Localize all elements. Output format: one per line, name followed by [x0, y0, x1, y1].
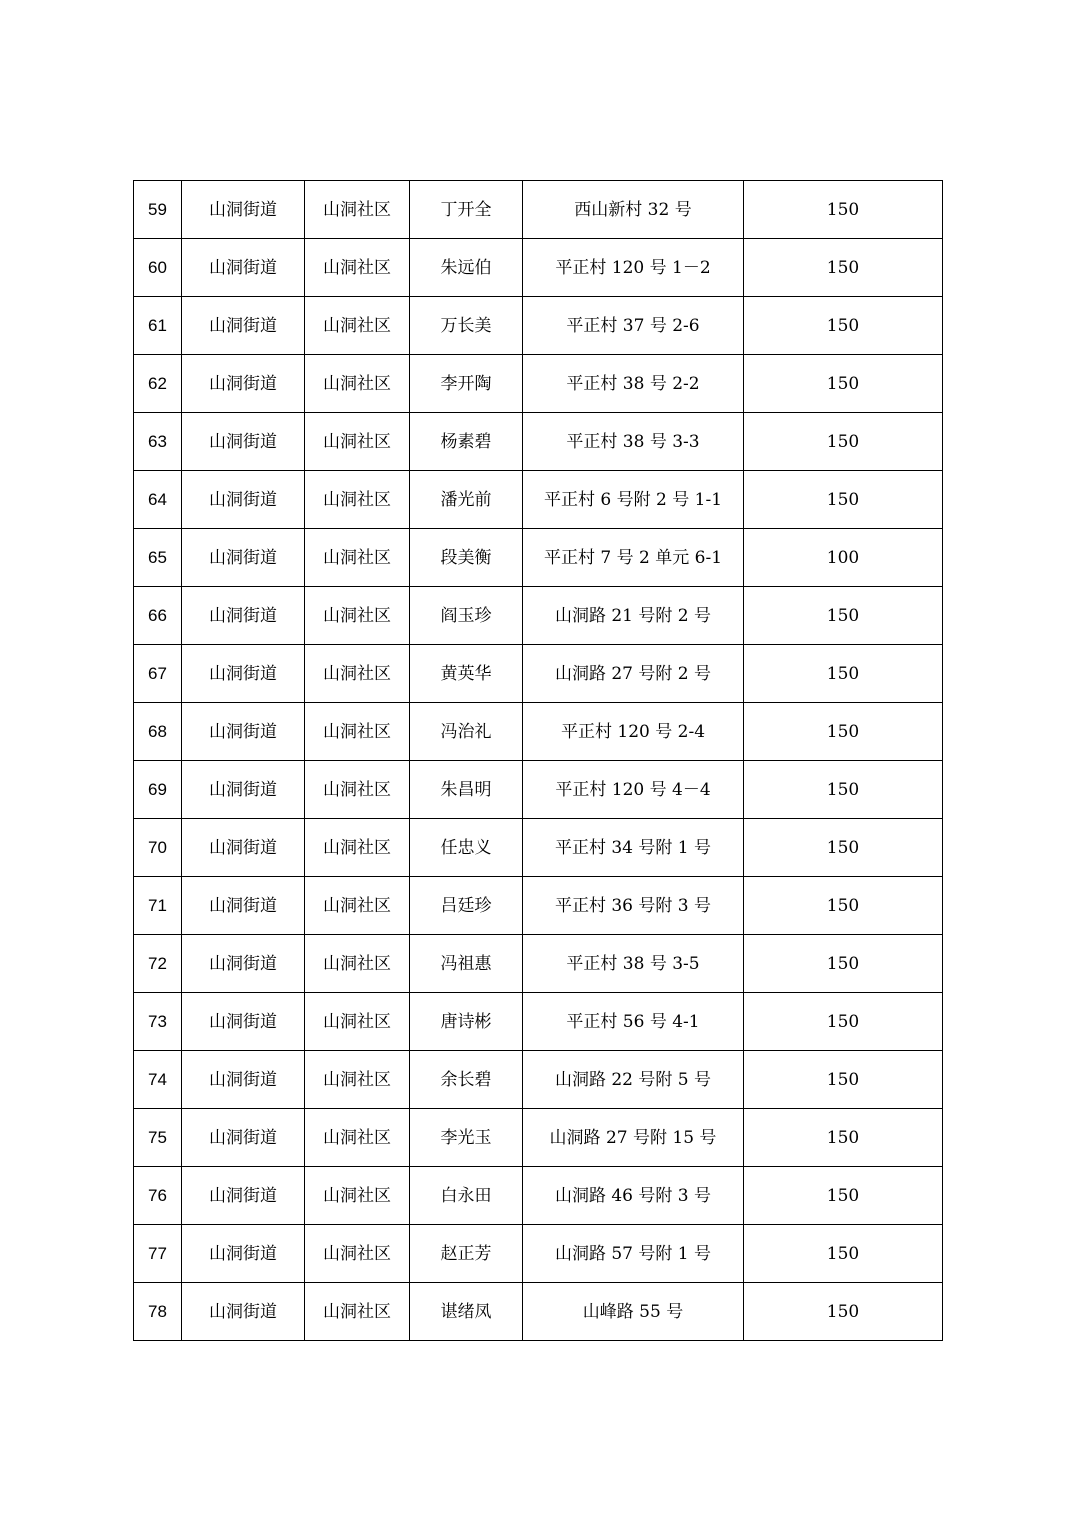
community-cell: 山洞社区	[305, 935, 410, 993]
address-cell: 平正村 120 号 2-4	[523, 703, 744, 761]
address-cell: 山洞路 46 号附 3 号	[523, 1167, 744, 1225]
address-cell: 平正村 7 号 2 单元 6-1	[523, 529, 744, 587]
row-number: 60	[134, 239, 182, 297]
address-cell: 平正村 36 号附 3 号	[523, 877, 744, 935]
table-row	[134, 1283, 943, 1341]
name-cell: 段美衡	[410, 529, 523, 587]
name-cell: 谌绪凤	[410, 1283, 523, 1341]
address-cell: 山洞路 21 号附 2 号	[523, 587, 744, 645]
street-cell: 山洞街道	[182, 877, 305, 935]
name-cell: 冯治礼	[410, 703, 523, 761]
amount-cell: 150	[744, 645, 943, 703]
amount-cell: 150	[744, 297, 943, 355]
row-number: 71	[134, 877, 182, 935]
table-row	[134, 413, 943, 471]
row-number: 74	[134, 1051, 182, 1109]
street-cell: 山洞街道	[182, 703, 305, 761]
table-row	[134, 761, 943, 819]
roster-table-body	[134, 181, 943, 1341]
table-row	[134, 587, 943, 645]
table-row	[134, 935, 943, 993]
name-cell: 白永田	[410, 1167, 523, 1225]
community-cell: 山洞社区	[305, 587, 410, 645]
street-cell: 山洞街道	[182, 297, 305, 355]
community-cell: 山洞社区	[305, 297, 410, 355]
street-cell: 山洞街道	[182, 1283, 305, 1341]
row-number: 69	[134, 761, 182, 819]
table-row	[134, 819, 943, 877]
row-number: 78	[134, 1283, 182, 1341]
row-number: 65	[134, 529, 182, 587]
row-number: 68	[134, 703, 182, 761]
community-cell: 山洞社区	[305, 471, 410, 529]
community-cell: 山洞社区	[305, 645, 410, 703]
street-cell: 山洞街道	[182, 413, 305, 471]
name-cell: 余长碧	[410, 1051, 523, 1109]
address-cell: 山洞路 22 号附 5 号	[523, 1051, 744, 1109]
community-cell: 山洞社区	[305, 1283, 410, 1341]
table-row	[134, 993, 943, 1051]
street-cell: 山洞街道	[182, 761, 305, 819]
name-cell: 任忠义	[410, 819, 523, 877]
address-cell: 山洞路 57 号附 1 号	[523, 1225, 744, 1283]
address-cell: 西山新村 32 号	[523, 181, 744, 239]
amount-cell: 150	[744, 181, 943, 239]
street-cell: 山洞街道	[182, 239, 305, 297]
name-cell: 阎玉珍	[410, 587, 523, 645]
row-number: 77	[134, 1225, 182, 1283]
name-cell: 朱昌明	[410, 761, 523, 819]
amount-cell: 150	[744, 587, 943, 645]
amount-cell: 150	[744, 1167, 943, 1225]
amount-cell: 100	[744, 529, 943, 587]
street-cell: 山洞街道	[182, 935, 305, 993]
table-row	[134, 181, 943, 239]
table-row	[134, 877, 943, 935]
street-cell: 山洞街道	[182, 819, 305, 877]
row-number: 73	[134, 993, 182, 1051]
community-cell: 山洞社区	[305, 355, 410, 413]
table-row	[134, 297, 943, 355]
row-number: 64	[134, 471, 182, 529]
amount-cell: 150	[744, 1109, 943, 1167]
street-cell: 山洞街道	[182, 355, 305, 413]
name-cell: 杨素碧	[410, 413, 523, 471]
community-cell: 山洞社区	[305, 877, 410, 935]
name-cell: 冯祖惠	[410, 935, 523, 993]
address-cell: 平正村 38 号 2-2	[523, 355, 744, 413]
street-cell: 山洞街道	[182, 1051, 305, 1109]
community-cell: 山洞社区	[305, 1225, 410, 1283]
name-cell: 黄英华	[410, 645, 523, 703]
amount-cell: 150	[744, 413, 943, 471]
name-cell: 丁开全	[410, 181, 523, 239]
community-cell: 山洞社区	[305, 239, 410, 297]
address-cell: 平正村 120 号 1－2	[523, 239, 744, 297]
name-cell: 万长美	[410, 297, 523, 355]
street-cell: 山洞街道	[182, 1167, 305, 1225]
table-row	[134, 239, 943, 297]
community-cell: 山洞社区	[305, 819, 410, 877]
amount-cell: 150	[744, 703, 943, 761]
amount-cell: 150	[744, 877, 943, 935]
street-cell: 山洞街道	[182, 645, 305, 703]
street-cell: 山洞街道	[182, 471, 305, 529]
address-cell: 平正村 38 号 3-5	[523, 935, 744, 993]
table-row	[134, 1109, 943, 1167]
community-cell: 山洞社区	[305, 993, 410, 1051]
street-cell: 山洞街道	[182, 1109, 305, 1167]
table-row	[134, 529, 943, 587]
street-cell: 山洞街道	[182, 529, 305, 587]
row-number: 61	[134, 297, 182, 355]
row-number: 67	[134, 645, 182, 703]
amount-cell: 150	[744, 239, 943, 297]
table-row	[134, 1051, 943, 1109]
row-number: 63	[134, 413, 182, 471]
table-row	[134, 1225, 943, 1283]
name-cell: 潘光前	[410, 471, 523, 529]
community-cell: 山洞社区	[305, 529, 410, 587]
address-cell: 山洞路 27 号附 15 号	[523, 1109, 744, 1167]
table-row	[134, 703, 943, 761]
row-number: 62	[134, 355, 182, 413]
street-cell: 山洞街道	[182, 993, 305, 1051]
address-cell: 山洞路 27 号附 2 号	[523, 645, 744, 703]
name-cell: 李光玉	[410, 1109, 523, 1167]
community-cell: 山洞社区	[305, 1051, 410, 1109]
amount-cell: 150	[744, 993, 943, 1051]
row-number: 76	[134, 1167, 182, 1225]
community-cell: 山洞社区	[305, 703, 410, 761]
roster-table	[133, 180, 943, 1341]
amount-cell: 150	[744, 1225, 943, 1283]
name-cell: 赵正芳	[410, 1225, 523, 1283]
address-cell: 平正村 120 号 4－4	[523, 761, 744, 819]
row-number: 72	[134, 935, 182, 993]
community-cell: 山洞社区	[305, 413, 410, 471]
name-cell: 李开陶	[410, 355, 523, 413]
name-cell: 唐诗彬	[410, 993, 523, 1051]
amount-cell: 150	[744, 935, 943, 993]
row-number: 59	[134, 181, 182, 239]
amount-cell: 150	[744, 1051, 943, 1109]
table-row	[134, 1167, 943, 1225]
community-cell: 山洞社区	[305, 181, 410, 239]
name-cell: 吕廷珍	[410, 877, 523, 935]
address-cell: 平正村 38 号 3-3	[523, 413, 744, 471]
address-cell: 平正村 6 号附 2 号 1-1	[523, 471, 744, 529]
table-row	[134, 355, 943, 413]
amount-cell: 150	[744, 819, 943, 877]
row-number: 66	[134, 587, 182, 645]
community-cell: 山洞社区	[305, 1109, 410, 1167]
community-cell: 山洞社区	[305, 761, 410, 819]
address-cell: 平正村 56 号 4-1	[523, 993, 744, 1051]
row-number: 75	[134, 1109, 182, 1167]
street-cell: 山洞街道	[182, 1225, 305, 1283]
street-cell: 山洞街道	[182, 587, 305, 645]
table-row	[134, 471, 943, 529]
amount-cell: 150	[744, 761, 943, 819]
community-cell: 山洞社区	[305, 1167, 410, 1225]
address-cell: 平正村 34 号附 1 号	[523, 819, 744, 877]
street-cell: 山洞街道	[182, 181, 305, 239]
address-cell: 平正村 37 号 2-6	[523, 297, 744, 355]
amount-cell: 150	[744, 355, 943, 413]
address-cell: 山峰路 55 号	[523, 1283, 744, 1341]
row-number: 70	[134, 819, 182, 877]
table-row	[134, 645, 943, 703]
name-cell: 朱远伯	[410, 239, 523, 297]
amount-cell: 150	[744, 471, 943, 529]
amount-cell: 150	[744, 1283, 943, 1341]
